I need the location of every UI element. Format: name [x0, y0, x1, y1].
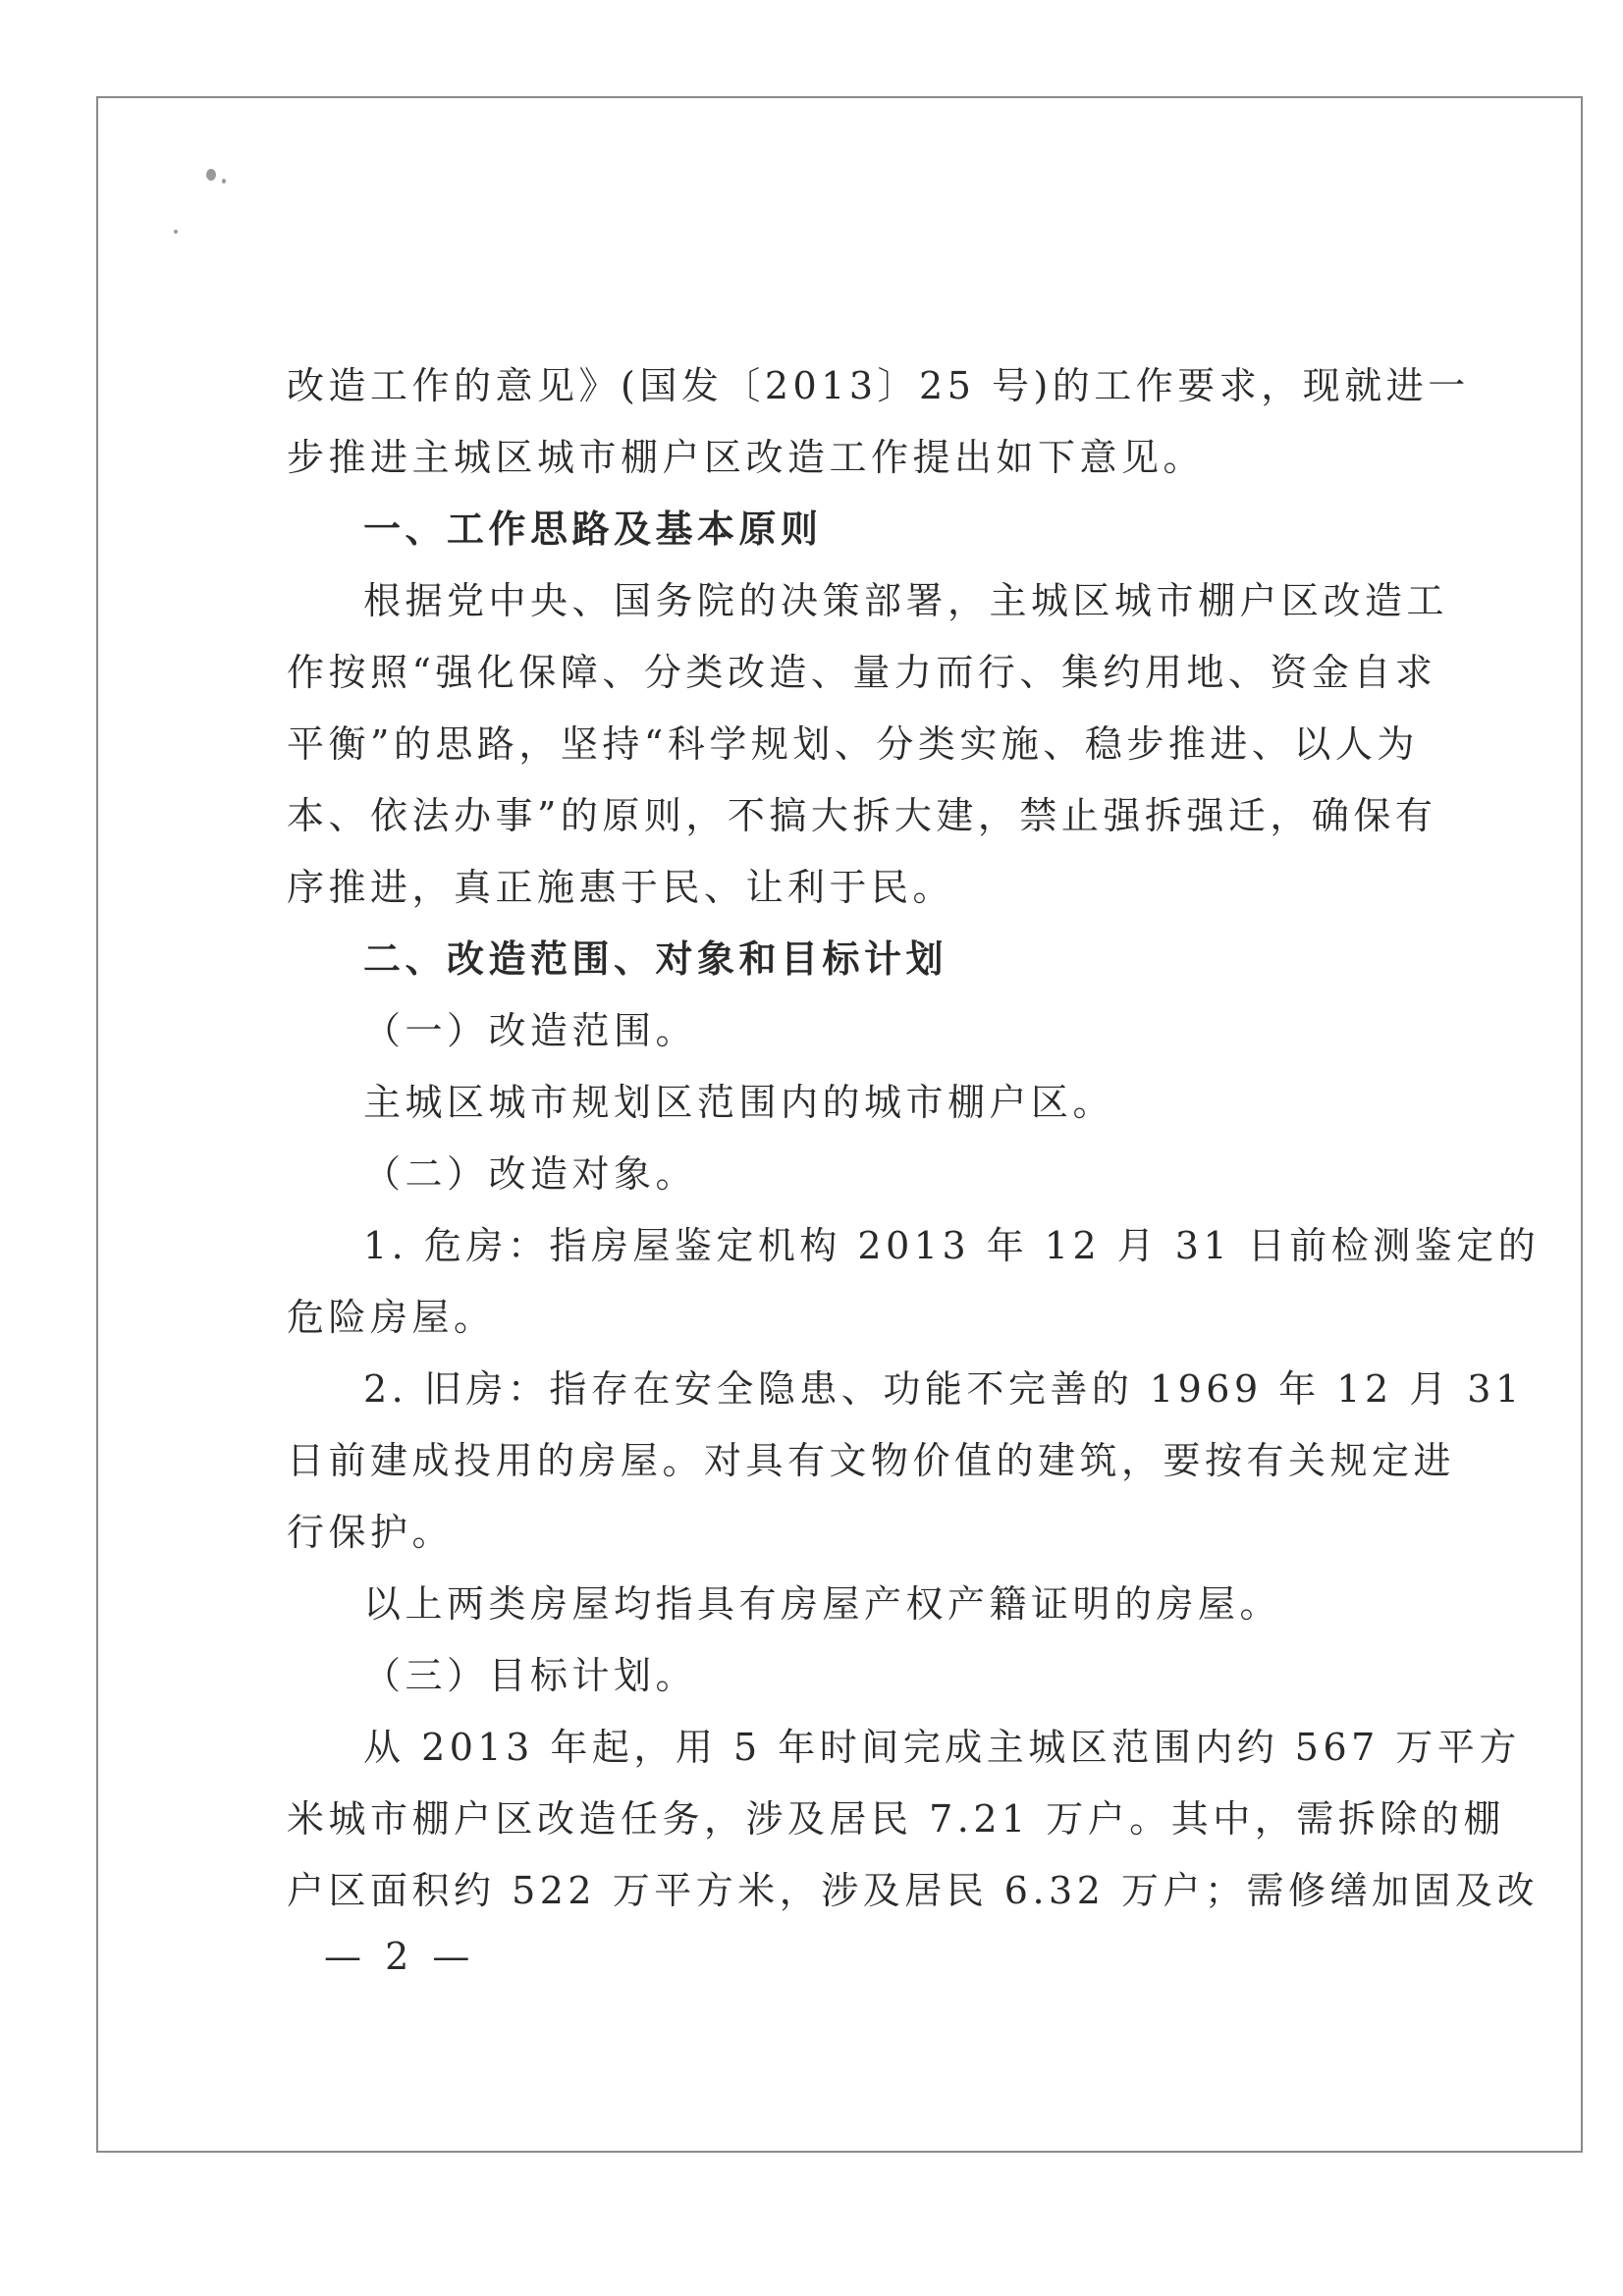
scan-speck: [174, 230, 178, 234]
section-heading: 一、工作思路及基本原则: [363, 507, 823, 551]
body-line: 主城区城市规划区范围内的城市棚户区。: [363, 1081, 1115, 1124]
body-line: 日前建成投用的房屋。对具有文物价值的建筑，要按有关规定进: [287, 1439, 1456, 1482]
body-line: 2. 旧房：指存在安全隐患、功能不完善的 1969 年 12 月 31: [363, 1367, 1524, 1411]
subsection-heading: （一）改造范围。: [363, 1009, 698, 1052]
body-line: 户区面积约 522 万平方米，涉及居民 6.32 万户；需修缮加固及改: [287, 1869, 1539, 1912]
subsection-heading: （三）目标计划。: [363, 1654, 698, 1697]
body-line: 危险房屋。: [287, 1296, 496, 1339]
body-line: 米城市棚户区改造任务，涉及居民 7.21 万户。其中，需拆除的棚: [287, 1797, 1505, 1841]
body-line: 根据党中央、国务院的决策部署，主城区城市棚户区改造工: [363, 579, 1449, 622]
body-line: 行保护。: [287, 1511, 455, 1554]
body-line: 本、依法办事”的原则，不搞大拆大建，禁止强拆强迁，确保有: [287, 794, 1437, 837]
scan-speck: [222, 179, 226, 184]
page-number: — 2 —: [324, 1935, 476, 1978]
body-line: 平衡”的思路，坚持“科学规划、分类实施、稳步推进、以人为: [287, 722, 1419, 766]
subsection-heading: （二）改造对象。: [363, 1152, 698, 1196]
scan-speck: [206, 169, 216, 181]
body-line: 作按照“强化保障、分类改造、量力而行、集约用地、资金自求: [287, 651, 1437, 694]
body-line: 以上两类房屋均指具有房屋产权产籍证明的房屋。: [363, 1582, 1282, 1626]
body-line: 从 2013 年起，用 5 年时间完成主城区范围内约 567 万平方: [363, 1726, 1521, 1769]
body-line: 步推进主城区城市棚户区改造工作提出如下意见。: [287, 436, 1206, 479]
body-line: 序推进，真正施惠于民、让利于民。: [287, 866, 955, 909]
section-heading: 二、改造范围、对象和目标计划: [363, 936, 948, 981]
body-line: 1. 危房：指房屋鉴定机构 2013 年 12 月 31 日前检测鉴定的: [363, 1224, 1541, 1267]
body-line: 改造工作的意见》(国发〔2013〕25 号)的工作要求，现就进一: [287, 364, 1470, 407]
